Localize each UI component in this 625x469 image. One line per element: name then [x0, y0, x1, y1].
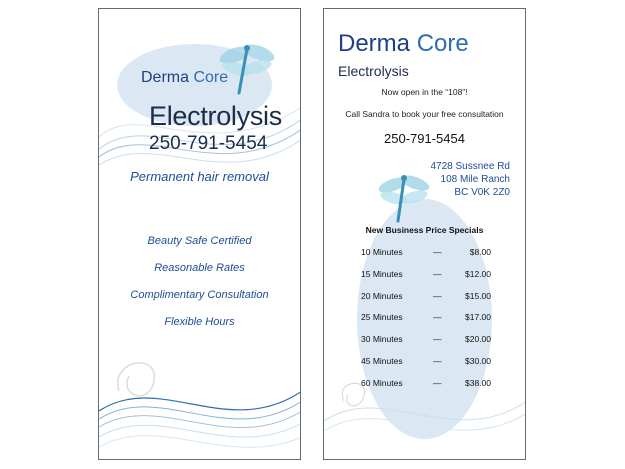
dash: — — [433, 247, 442, 257]
call-to-action: Call Sandra to book your free consultation — [345, 109, 504, 119]
brand-logo — [141, 69, 228, 87]
feature-item: Flexible Hours — [164, 316, 235, 328]
dash: — — [433, 356, 442, 366]
address-line: 108 Mile Ranch — [440, 174, 510, 185]
price: $8.00 — [469, 247, 491, 257]
dash: — — [433, 334, 442, 344]
feature-item: Beauty Safe Certified — [147, 235, 252, 247]
logo-derma: Derma — [338, 30, 411, 57]
announcement-text: Now open in the “108”! — [381, 87, 468, 97]
logo-derma: Derma — [141, 69, 190, 86]
price-row — [361, 334, 491, 348]
price-row — [361, 291, 491, 305]
dash: — — [433, 269, 442, 279]
duration: 60 Minutes — [361, 378, 403, 388]
price: $15.00 — [465, 291, 491, 301]
address-line: BC V0K 2Z0 — [454, 187, 510, 198]
phone-number: 250-791-5454 — [384, 131, 465, 146]
duration: 10 Minutes — [361, 247, 403, 257]
dragonfly-icon — [376, 169, 432, 225]
dragonfly-icon — [217, 37, 277, 97]
dash: — — [433, 312, 442, 322]
price-row — [361, 269, 491, 283]
price: $30.00 — [465, 356, 491, 366]
logo-core: Core — [193, 69, 229, 86]
dash: — — [433, 291, 442, 301]
price: $12.00 — [465, 269, 491, 279]
wave-lines-bottom — [324, 381, 526, 460]
front-card — [98, 8, 301, 460]
duration: 25 Minutes — [361, 312, 403, 322]
wave-lines-bottom — [99, 351, 301, 460]
back-card — [323, 8, 526, 460]
price: $38.00 — [465, 378, 491, 388]
address-line: 4728 Sussnee Rd — [430, 161, 510, 172]
dash: — — [433, 378, 442, 388]
price-table-title: New Business Price Specials — [365, 225, 484, 235]
duration: 20 Minutes — [361, 291, 403, 301]
price: $17.00 — [465, 312, 491, 322]
brand-logo — [338, 30, 469, 58]
service-title: Electrolysis — [338, 63, 409, 79]
logo-core: Core — [416, 30, 469, 57]
price-row — [361, 356, 491, 370]
feature-item: Complimentary Consultation — [130, 289, 269, 301]
price-row — [361, 312, 491, 326]
price: $20.00 — [465, 334, 491, 344]
phone-number: 250-791-5454 — [149, 133, 268, 154]
duration: 45 Minutes — [361, 356, 403, 366]
service-title: Electrolysis — [149, 101, 282, 131]
price-row — [361, 378, 491, 392]
feature-item: Reasonable Rates — [154, 262, 245, 274]
duration: 30 Minutes — [361, 334, 403, 344]
price-row — [361, 247, 491, 261]
duration: 15 Minutes — [361, 269, 403, 279]
tagline: Permanent hair removal — [130, 169, 269, 184]
